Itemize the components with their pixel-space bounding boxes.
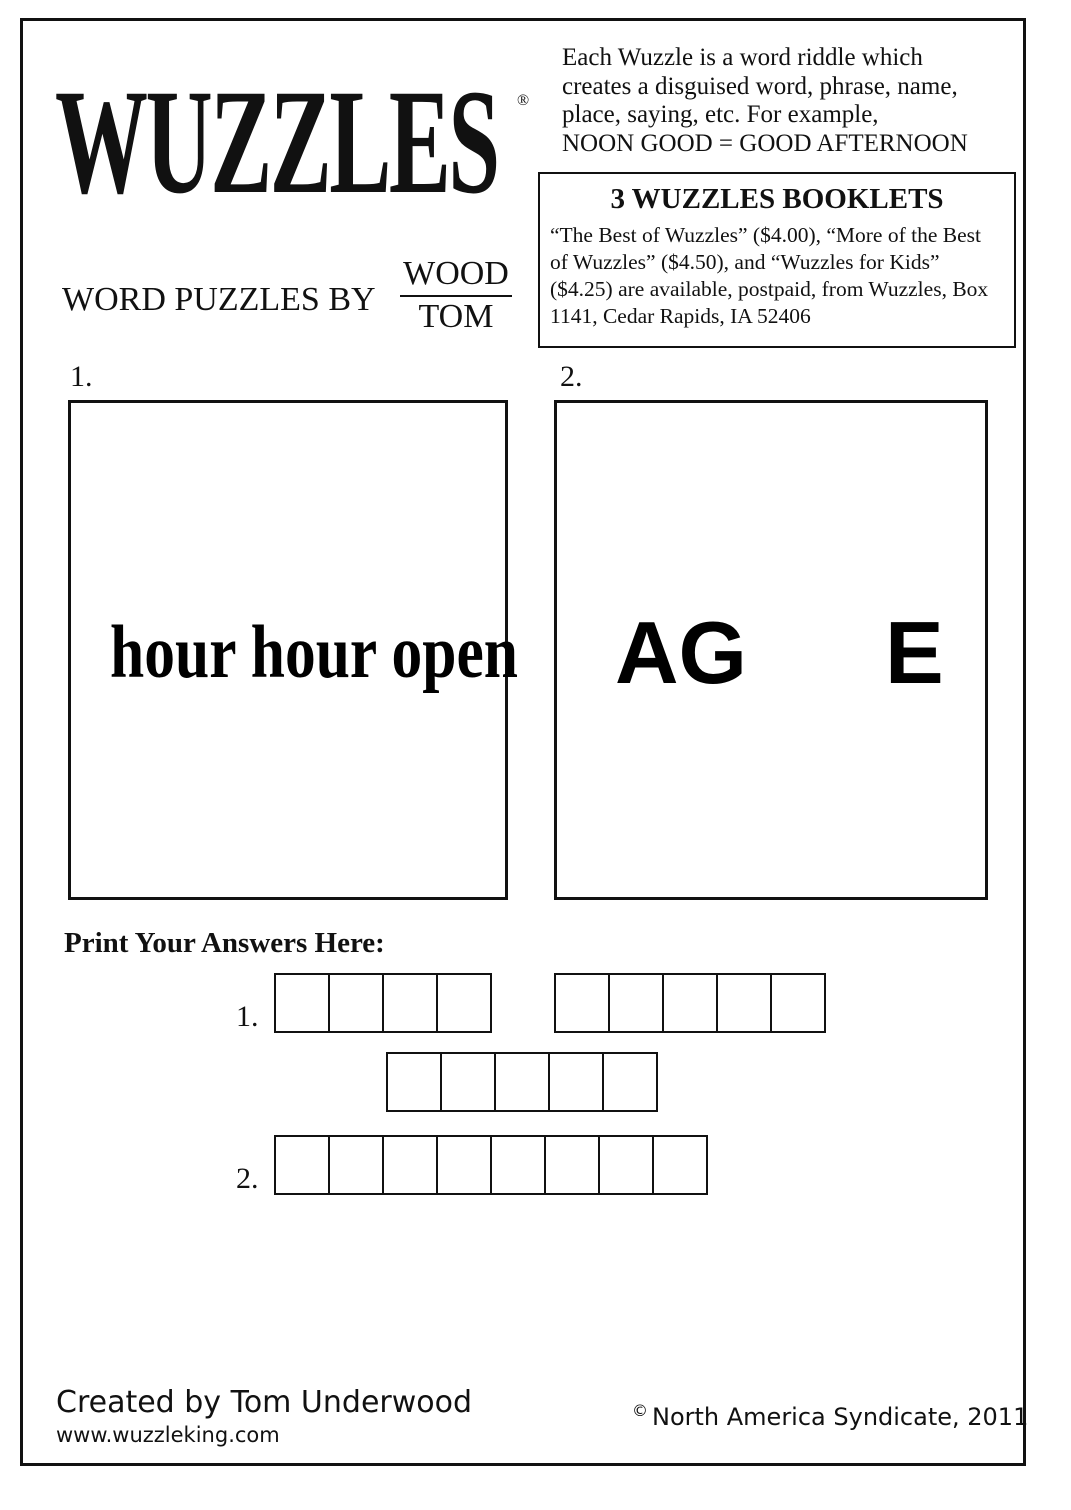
answer-cell[interactable] xyxy=(662,973,718,1033)
puzzle-1-number: 1. xyxy=(70,360,93,393)
wuzzles-logo: WUZZLES xyxy=(55,59,498,225)
author-bottom: TOM xyxy=(418,298,494,335)
answer-2-word-1 xyxy=(274,1135,708,1195)
copyright xyxy=(632,1393,1028,1435)
copyright-text: North America Syndicate, 2011 xyxy=(652,1403,1029,1431)
answer-1-word-1 xyxy=(274,973,492,1033)
answer-cell[interactable] xyxy=(598,1135,654,1195)
answer-cell[interactable] xyxy=(274,973,330,1033)
intro-line: place, saying, etc. For example, xyxy=(562,101,879,128)
answer-cell[interactable] xyxy=(494,1052,550,1112)
answer-1-word-3 xyxy=(386,1052,658,1112)
answer-cell[interactable] xyxy=(554,973,610,1033)
intro-text xyxy=(562,44,1022,158)
puzzle-2-clue-left: AG xyxy=(615,603,747,702)
answer-cell[interactable] xyxy=(608,973,664,1033)
puzzle-2-box xyxy=(554,400,988,900)
answer-cell[interactable] xyxy=(770,973,826,1033)
intro-example: NOON GOOD = GOOD AFTERNOON xyxy=(562,129,968,157)
answer-cell[interactable] xyxy=(490,1135,546,1195)
answer-cell[interactable] xyxy=(382,973,438,1033)
answer-cell[interactable] xyxy=(436,973,492,1033)
registered-mark: ® xyxy=(517,92,530,109)
booklets-body: “The Best of Wuzzles” ($4.00), “More of the Best of Wuzzles” ($4.50), and “Wuzzles for Kids” ($4.25) are available, postpaid, from Wuzzles, Box 1141, Cedar Rapids, IA 52406 xyxy=(550,223,989,328)
answers-heading: Print Your Answers Here: xyxy=(64,927,385,959)
answer-cell[interactable] xyxy=(716,973,772,1033)
intro-line: creates a disguised word, phrase, name, xyxy=(562,72,958,100)
answer-cell[interactable] xyxy=(652,1135,708,1195)
answer-cell[interactable] xyxy=(274,1135,330,1195)
answer-cell[interactable] xyxy=(440,1052,496,1112)
answer-cell[interactable] xyxy=(328,973,384,1033)
answer-cell[interactable] xyxy=(328,1135,384,1195)
puzzle-2-number: 2. xyxy=(560,360,583,393)
answer-1-label: 1. xyxy=(236,1000,259,1033)
answer-cell[interactable] xyxy=(386,1052,442,1112)
author-top: WOOD xyxy=(400,255,512,297)
answer-cell[interactable] xyxy=(548,1052,604,1112)
answer-cell[interactable] xyxy=(544,1135,600,1195)
puzzle-1-box xyxy=(68,400,518,900)
puzzle-2-clue-right: E xyxy=(885,603,944,702)
answer-1-word-2 xyxy=(554,973,826,1033)
intro-line: Each Wuzzle is a word riddle which xyxy=(562,44,923,71)
author-fraction xyxy=(400,255,512,337)
footer-credits xyxy=(56,1385,472,1449)
website-link[interactable]: www.wuzzleking.com xyxy=(56,1423,280,1447)
byline: WORD PUZZLES BY xyxy=(62,281,376,318)
created-by: Created by Tom Underwood xyxy=(56,1385,473,1420)
booklets-box xyxy=(538,172,1016,348)
answer-2-label: 2. xyxy=(236,1162,259,1195)
puzzle-1-clue: hour hour open xyxy=(110,611,518,694)
answer-cell[interactable] xyxy=(382,1135,438,1195)
answer-cell[interactable] xyxy=(602,1052,658,1112)
booklets-title: 3 WUZZLES BOOKLETS xyxy=(610,183,944,215)
answer-cell[interactable] xyxy=(436,1135,492,1195)
copyright-symbol: © xyxy=(632,1401,648,1420)
